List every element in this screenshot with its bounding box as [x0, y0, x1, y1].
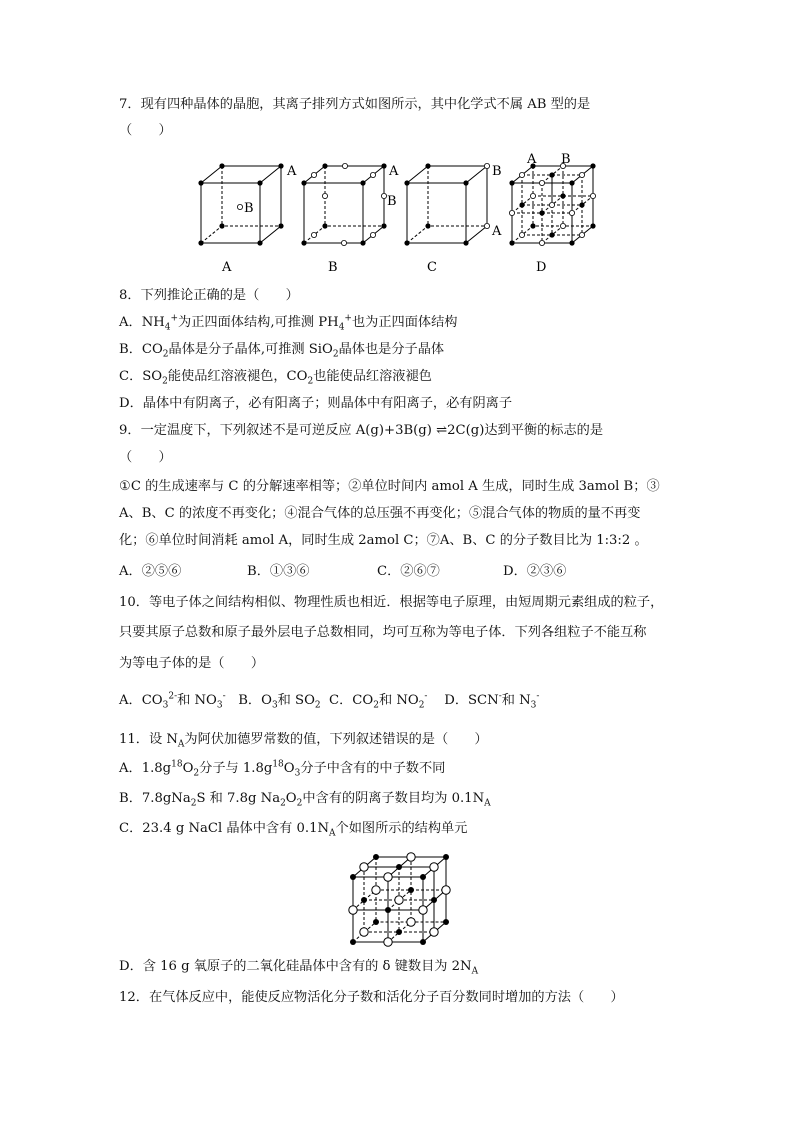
cell-d-label-a: A: [527, 152, 537, 167]
nacl-unit-cell-figure: [0, 845, 794, 955]
q9-blank: （ ）: [119, 450, 172, 465]
q11-option-c: C．23.4 g NaCl 晶体中含有 $0.1N_A$个如图所示的结构单元: [119, 821, 468, 839]
cell-b-label-a: A: [389, 164, 399, 179]
q7-blank: （ ）: [119, 123, 172, 138]
q9-line-2: A、B、C 的浓度不再变化；④混合气体的总压强不再变化；⑤混合气体的物质的量不再变: [119, 506, 641, 521]
q10-option-b: B．$O_3$和 $SO_2$: [238, 693, 321, 711]
caption-b: B: [328, 260, 338, 275]
q10-line-3: 为等电子体的是（ ）: [119, 656, 265, 671]
q9-option-b: B．①③⑥: [247, 564, 310, 579]
cell-c-label-b: B: [492, 164, 502, 179]
q9-line-3: 化；⑥单位时间消耗 amol A，同时生成 2amol C；⑦A、B、C 的分子数目比为 1:3:2 。: [119, 533, 648, 548]
q7-figure-crystal-cells: [0, 148, 794, 298]
q9-option-c: C．②⑥⑦: [377, 564, 440, 579]
q7-stem: 7．现有四种晶体的晶胞，其离子排列方式如图所示，其中化学式不属 AB 型的是: [119, 97, 591, 112]
caption-d: D: [536, 260, 547, 275]
q11-option-b: B．7.8gNa$_2$S 和 7.8g $Na_2O_2$中含有的阴离子数目均为 $0.1N_A$: [119, 791, 491, 809]
q12-stem: 12．在气体反应中，能使反应物活化分子数和活化分子百分数同时增加的方法（ ）: [119, 990, 624, 1005]
q9-line-1: ①C 的生成速率与 C 的分解速率相等；②单位时间内 amol A 生成，同时生成 3amol B；③: [119, 479, 660, 494]
q10-line-2: 只要其原子总数和原子最外层电子总数相同，均可互称为等电子体．下列各组粒子不能互称: [119, 625, 647, 640]
caption-c: C: [427, 260, 437, 275]
q8-option-c: C．$SO_2$能使品红溶液褪色，$CO_2$也能使品红溶液褪色: [119, 369, 432, 387]
q11-option-d: D．含 16 g 氧原子的二氧化硅晶体中含有的 δ 键数目为 $2N_A$: [119, 959, 479, 977]
q8-option-d: D．晶体中有阴离子，必有阳离子；则晶体中有阳离子，必有阴离子: [119, 396, 513, 411]
cell-d-label-b: B: [561, 152, 571, 167]
atoms-a: [198, 163, 283, 245]
q10-option-a: A．$CO_3^{2-}$和 $NO_3^-$: [119, 691, 226, 711]
cell-c-label-a: A: [492, 224, 502, 239]
cell-b-label-b: B: [387, 194, 397, 209]
atoms-c: [404, 163, 489, 245]
q10-option-d: D．SCN-和 $N_3^-$: [444, 691, 540, 711]
q8-option-b: B．$CO_2$晶体是分子晶体,可推测 SiO$_2$晶体也是分子晶体: [119, 342, 445, 360]
q8-option-a: A．$NH_4^+$为正四面体结构,可推测 $PH_4^+$也为正四面体结构: [119, 313, 458, 333]
cell-a-label-a: A: [287, 164, 297, 179]
atoms-d: [509, 163, 595, 245]
q9-stem: 9．一定温度下，下列叙述不是可逆反应 A(g)+3B(g) ⇌2C(g)达到平衡的标志的是: [119, 423, 604, 438]
atoms-b: [301, 163, 386, 245]
q11-stem: 11．设 $N_A$为阿伏加德罗常数的值，下列叙述错误的是（ ）: [119, 732, 488, 750]
q10-options: [119, 692, 539, 710]
caption-a: A: [222, 260, 232, 275]
q10-option-c: C．$CO_2$和 $NO_2^-$: [329, 691, 428, 711]
q11-option-a: A．$1.8g^{18}O_2$分子与 $1.8g^{18}O_3$分子中含有的中子数不同: [119, 759, 446, 779]
q10-line-1: 10．等电子体之间结构相似、物理性质也相近．根据等电子原理，由短周期元素组成的粒子，: [119, 595, 664, 610]
q9-option-d: D．②③⑥: [503, 564, 567, 579]
cell-c: [407, 166, 487, 243]
q8-stem: 8．下列推论正确的是（ ）: [119, 288, 299, 303]
q9-option-a: A．②⑤⑥: [119, 564, 182, 579]
cell-a-label-b: B: [244, 201, 254, 216]
